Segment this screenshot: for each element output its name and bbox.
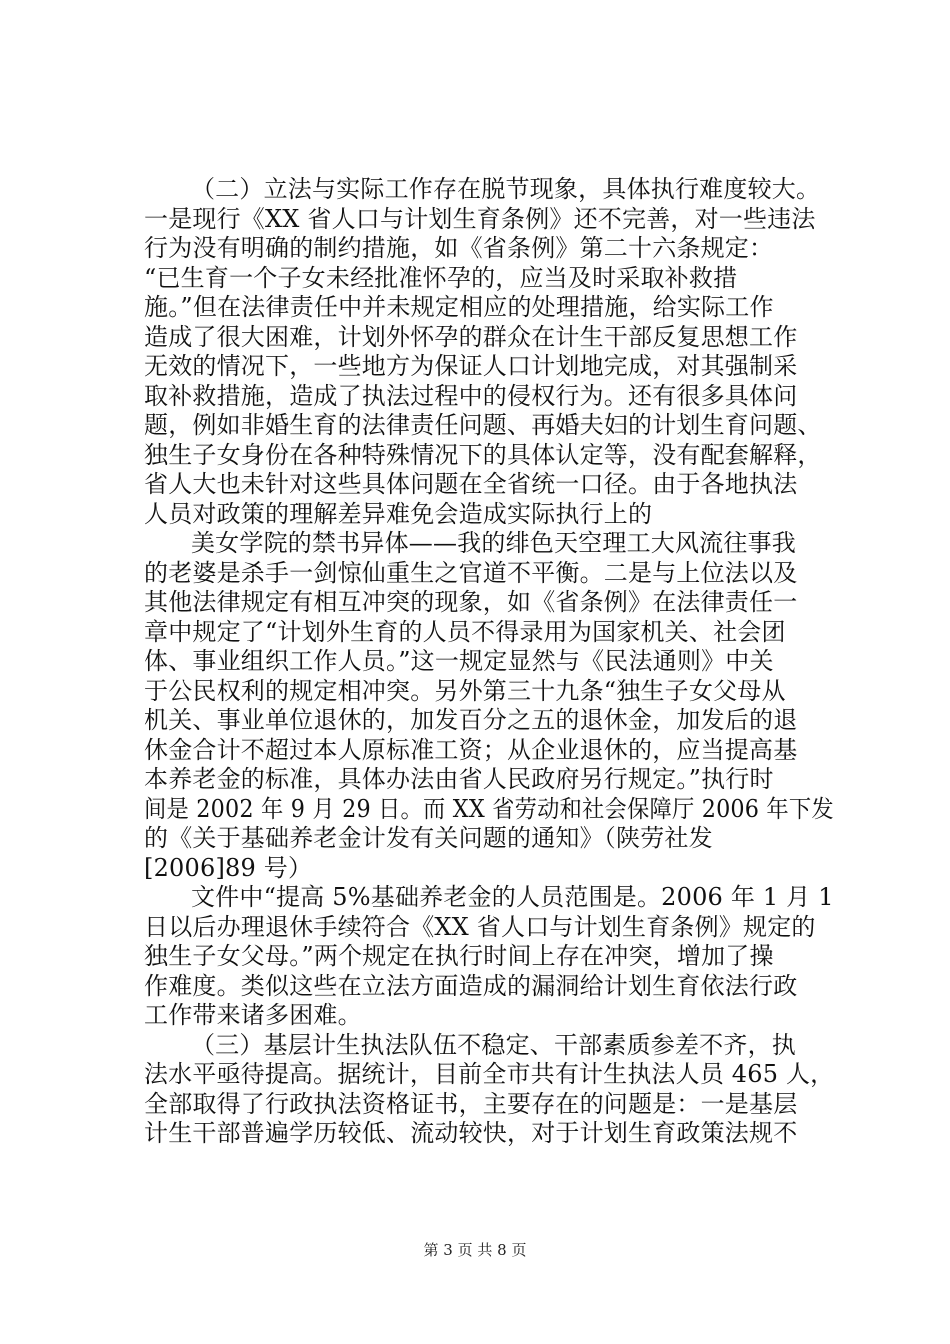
text-line: 文件中“提高 5%基础养老金的人员范围是。2006 年 1 月 1 [144, 883, 834, 911]
text-line: 本养老金的标准，具体办法由省人民政府另行规定。”执行时 [144, 765, 774, 793]
text-line: 人员对政策的理解差异难免会造成实际执行上的 [144, 499, 653, 528]
text-line: 工作带来诸多困难。 [144, 1001, 362, 1029]
text-line: 行为没有明确的制约措施，如《省条例》第二十六条规定： [144, 234, 774, 262]
text-line: 日以后办理退休手续符合《XX 省人口与计划生育条例》规定的 [144, 912, 816, 941]
text-line: 计生干部普遍学历较低、流动较快，对于计划生育政策法规不 [144, 1119, 798, 1147]
text-line: 的老婆是杀手一剑惊仙重生之官道不平衡。二是与上位法以及 [144, 558, 798, 587]
text-line: 间是 2002 年 9 月 29 日。而 XX 省劳动和社会保障厅 2006 年下发 [144, 794, 834, 823]
page-number-footer: 第 3 页 共 8 页 [423, 1241, 527, 1259]
text-line: （三）基层计生执法队伍不稳定、干部素质参差不齐，执 [144, 1030, 796, 1059]
text-line: “已生育一个子女未经批准怀孕的，应当及时采取补救措 [144, 263, 738, 292]
text-line: 法水平亟待提高。据统计，目前全市共有计生执法人员 465 人， [144, 1060, 835, 1088]
text-line: 体、事业组织工作人员。”这一规定显然与《民法通则》中关 [144, 647, 774, 675]
text-line: 独生子女父母。”两个规定在执行时间上存在冲突，增加了操 [144, 942, 774, 970]
text-line: 美女学院的禁书异体——我的绯色天空理工大风流往事我 [144, 529, 796, 557]
text-line: 休金合计不超过本人原标准工资；从企业退休的，应当提高基 [144, 735, 798, 764]
text-line: 独生子女身份在各种特殊情况下的具体认定等，没有配套解释， [144, 440, 822, 469]
text-line: 省人大也未针对这些具体问题在全省统一口径。由于各地执法 [144, 470, 798, 498]
text-line: 于公民权利的规定相冲突。另外第三十九条“独生子女父母从 [144, 676, 786, 705]
text-line: 施。”但在法律责任中并未规定相应的处理措施，给实际工作 [144, 293, 774, 321]
text-line: 的《关于基础养老金计发有关问题的通知》（陕劳社发 [144, 824, 713, 852]
text-line: 其他法律规定有相互冲突的现象，如《省条例》在法律责任一 [144, 588, 798, 616]
text-line: 取补救措施，造成了执法过程中的侵权行为。还有很多具体问 [144, 381, 798, 410]
document-body [144, 175, 834, 1149]
text-line: 机关、事业单位退休的，加发百分之五的退休金，加发后的退 [144, 706, 798, 734]
text-line: （二）立法与实际工作存在脱节现象，具体执行难度较大。 [144, 175, 821, 203]
text-line: 无效的情况下，一些地方为保证人口计划地完成，对其强制采 [144, 352, 798, 380]
text-line: [2006]89 号） [144, 853, 313, 882]
text-line: 章中规定了“计划外生育的人员不得录用为国家机关、社会团 [144, 617, 786, 646]
text-line: 题，例如非婚生育的法律责任问题、再婚夫妇的计划生育问题、 [144, 411, 822, 439]
text-line: 造成了很大困难，计划外怀孕的群众在计生干部反复思想工作 [144, 322, 798, 351]
text-line: 全部取得了行政执法资格证书，主要存在的问题是：一是基层 [144, 1089, 798, 1118]
text-line: 作难度。类似这些在立法方面造成的漏洞给计划生育依法行政 [144, 971, 798, 1000]
text-line: 一是现行《XX 省人口与计划生育条例》还不完善，对一些违法 [144, 204, 816, 233]
